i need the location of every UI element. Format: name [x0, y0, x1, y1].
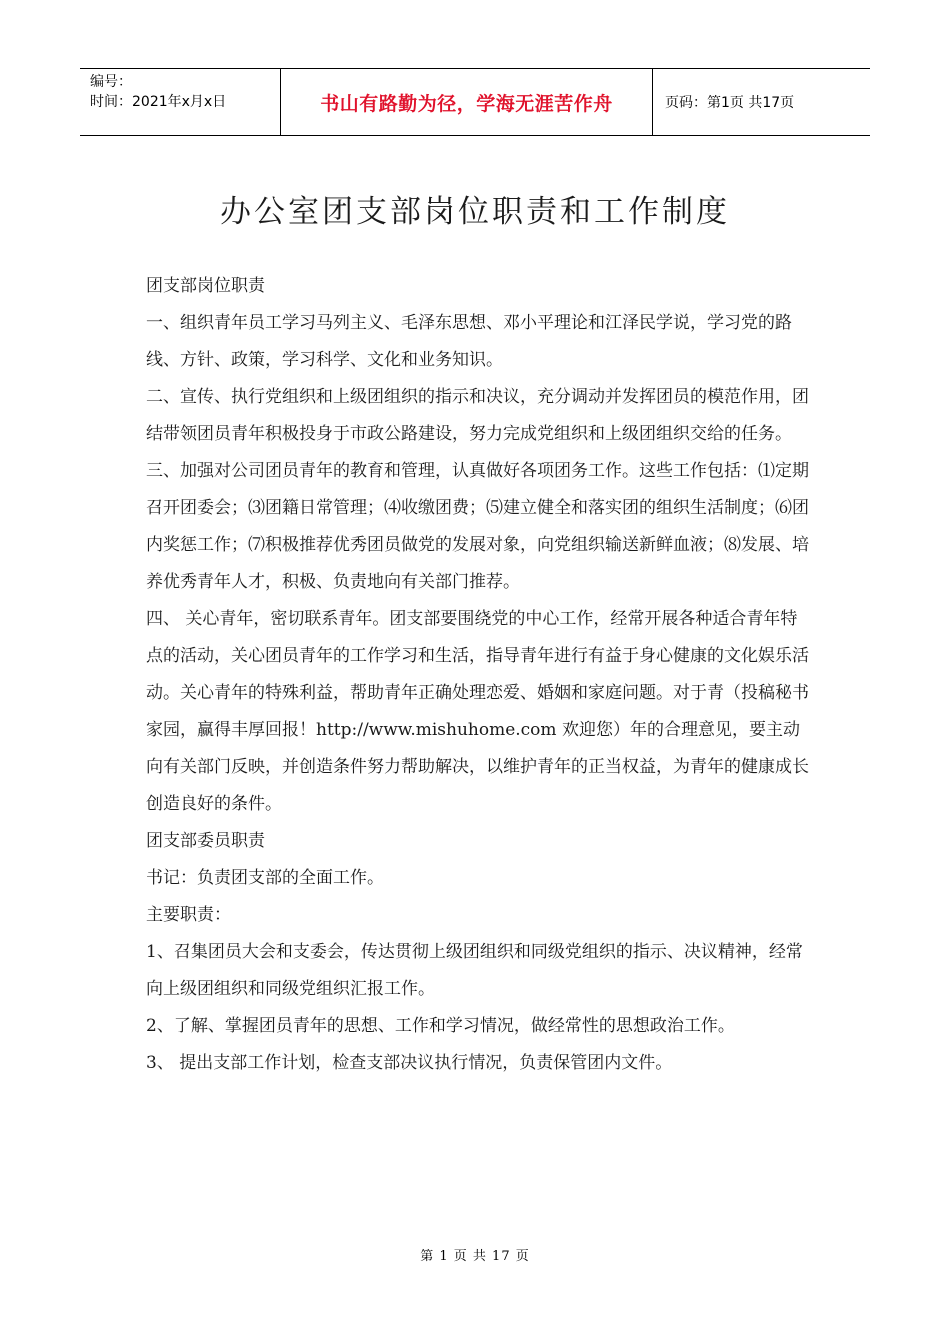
paragraph-item-3: 3、 提出支部工作计划，检查支部决议执行情况，负责保管团内文件。 [146, 1053, 673, 1073]
section-heading-duties: 团支部岗位职责 [146, 276, 265, 296]
page-footer: 第 1 页 共 17 页 [420, 1249, 530, 1264]
paragraph-duty-3: 三、加强对公司团员青年的教育和管理，认真做好各项团务工作。这些工作包括：⑴定期召开团委会；⑶团籍日常管理；⑷收缴团费；⑸建立健全和落实团的组织生活制度；⑹团内奖惩工作；⑺积极推荐优秀团员做党的发展对象，向党组织输送新鲜血液；⑻发展、培养优秀青年人才，积极、负责地向有关部门推荐。 [146, 461, 809, 592]
header-meta-cell [80, 69, 281, 135]
paragraph-secretary: 书记：负责团支部的全面工作。 [146, 868, 384, 888]
document-header-table [80, 68, 870, 136]
header-time-label: 时间：2021年x月x日 [90, 94, 227, 110]
header-motto: 书山有路勤为径，学海无涯苦作舟 [281, 69, 653, 135]
section-heading-committee: 团支部委员职责 [146, 831, 265, 851]
document-body [146, 268, 810, 1082]
paragraph-item-1: 1、召集团员大会和支委会，传达贯彻上级团组织和同级党组织的指示、决议精神，经常向上级团组织和同级党组织汇报工作。 [146, 942, 803, 999]
paragraph-duty-1: 一、组织青年员工学习马列主义、毛泽东思想、邓小平理论和江泽民学说，学习党的路线、方针、政策，学习科学、文化和业务知识。 [146, 313, 792, 370]
paragraph-main-duties-label: 主要职责： [146, 905, 231, 925]
document-title: 办公室团支部岗位职责和工作制度 [220, 194, 730, 230]
header-number-label: 编号： [90, 74, 132, 90]
paragraph-duty-4: 四、 关心青年，密切联系青年。团支部要围绕党的中心工作，经常开展各种适合青年特点的活动，关心团员青年的工作学习和生活，指导青年进行有益于身心健康的文化娱乐活动。关心青年的特殊利益，帮助青年正确处理恋爱、婚姻和家庭问题。对于青（投稿秘书家园，赢得丰厚回报！http://www.mishuhome.com 欢迎您）年的合理意见，要主动向有关部门反映，并创造条件努力帮助解决，以维护青年的正当权益，为青年的健康成长创造良好的条件。 [146, 609, 809, 814]
header-page-info: 页码：第1页 共17页 [665, 95, 795, 111]
paragraph-duty-2: 二、宣传、执行党组织和上级团组织的指示和决议，充分调动并发挥团员的模范作用，团结带领团员青年积极投身于市政公路建设，努力完成党组织和上级团组织交给的任务。 [146, 387, 809, 444]
paragraph-item-2: 2、了解、掌握团员青年的思想、工作和学习情况，做经常性的思想政治工作。 [146, 1016, 735, 1036]
